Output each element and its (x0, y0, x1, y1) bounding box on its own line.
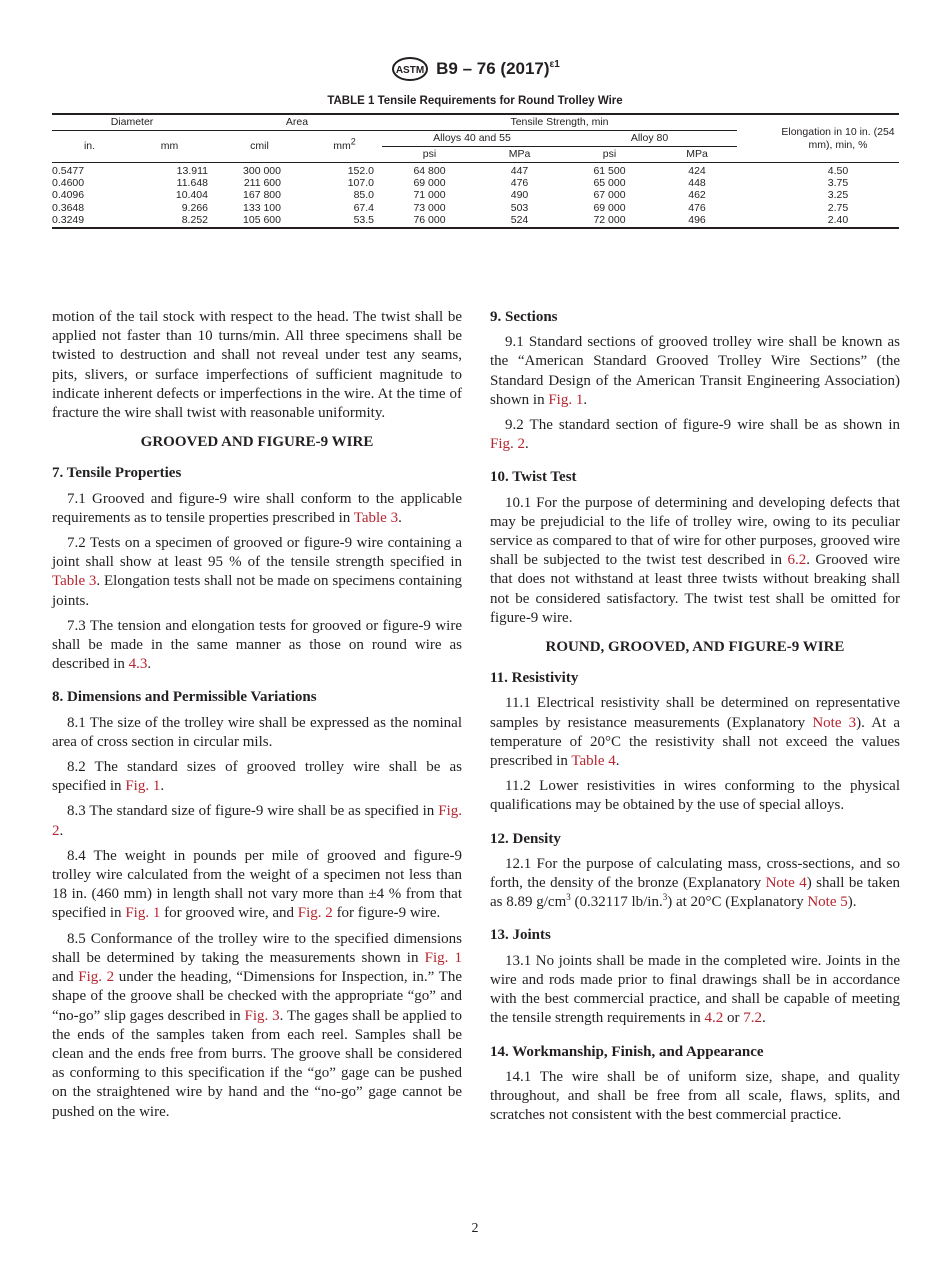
header-diameter: Diameter (52, 114, 212, 131)
section-heading-round-grooved: ROUND, GROOVED, AND FIGURE-9 WIRE (545, 639, 845, 656)
paragraph-8-5: 8.5 Conformance of the trolley wire to the specified dimensions shall be determined by taking the measurements shown in Fig. 1 and Fig. 2 under the heading, “Dimensions for Inspection, in.” The shape of the groove shall be checked with the appropriate “go” and “no-go” slip gages described in Fig. 3. The gages shall be applied to the ends of the samples taken from each reel. Samples shall be clean and the ends free from burrs. The groove shall be considered as conforming to this specification if the “go” gage can be pushed on the straightened wire by hand and the “no-go” gage cannot be pushed on the wire. (52, 930, 463, 1120)
header-cmil: cmil (250, 140, 269, 152)
heading-11-resistivity: 11. Resistivity (490, 670, 579, 687)
epsilon-superscript: ε1 (549, 58, 560, 70)
header-alloy-80: Alloy 80 (562, 131, 737, 147)
link-6-2[interactable]: 6.2 (787, 552, 807, 569)
table-row: 0.5477 13.911 300 000 152.0 64 800 447 61 500 424 4.50 (52, 163, 899, 178)
left-column (52, 308, 462, 1128)
link-fig-2[interactable]: Fig. 2 (490, 436, 526, 453)
heading-13-joints: 13. Joints (490, 927, 551, 944)
header-mm: mm (160, 140, 179, 152)
table-row: 0.3249 8.252 105 600 53.5 76 000 524 72 000 496 2.40 (52, 214, 899, 228)
link-fig-3[interactable]: Fig. 3 (244, 1007, 280, 1024)
tensile-requirements-table (52, 113, 899, 229)
header-mpa: MPa (686, 148, 708, 160)
heading-7-tensile-properties: 7. Tensile Properties (52, 465, 182, 482)
link-note-4[interactable]: Note 4 (765, 875, 807, 892)
paragraph-8-4: 8.4 The weight in pounds per mile of grooved and figure-9 trolley wire calculated from the weight of a specimen not less than 18 in. (460 mm) in length shall not vary more than ±4 % from that specified in Fig. 1 for grooved wire, and Fig. 2 for figure-9 wire. (52, 847, 462, 922)
paragraph-14-1: 14.1 The wire shall be of uniform size, shape, and quality throughout, and shall be free from all scale, flaws, splits, and scratches not consistent with the best commercial practice. (490, 1068, 900, 1124)
paragraph-8-2: 8.2 The standard sizes of grooved trolley wire shall be as specified in Fig. 1. (52, 759, 462, 795)
paragraph-8-3: 8.3 The standard size of figure-9 wire shall be as specified in Fig. 2. (52, 803, 462, 839)
header-tensile-strength: Tensile Strength, min (382, 114, 737, 131)
link-fig-1[interactable]: Fig. 1 (548, 391, 584, 408)
paragraph-intro: motion of the tail stock with respect to the head. The twist shall be applied not faster than 10 turns/min. All three specimens shall be twisted to destruction and shall not reveal under test any seams, pits, slivers, or surface imperfections of sufficient magnitude to indicate inherent defects or imperfections in the wire. At the time of fracture the wire shall twist with reasonable uniformity. (52, 309, 462, 422)
link-table-3[interactable]: Table 3 (52, 573, 97, 590)
header-psi: psi (422, 148, 437, 160)
header-psi: psi (602, 148, 617, 160)
document-header (0, 56, 950, 82)
heading-14-workmanship: 14. Workmanship, Finish, and Appearance (490, 1043, 764, 1060)
paragraph-7-2: 7.2 Tests on a specimen of grooved or figure-9 wire containing a joint shall show at least 95 % of the tensile strength specified in Table 3. Elongation tests shall not be made on specimens containing joints. (52, 535, 462, 609)
paragraph-9-1: 9.1 Standard sections of grooved trolley wire shall be known as the “American Standard Grooved Trolley Wire Sections” (the Standard Design of the American Transit Engineering Association) shown in Fig. 1. (490, 334, 900, 408)
astm-logo-icon (390, 56, 430, 82)
heading-9-sections: 9. Sections (490, 309, 558, 325)
paragraph-11-1: 11.1 Electrical resistivity shall be determined on representative samples by resistance measurements (Explanatory Note 3). At a temperature of 20°C the resistivity shall not exceed the values prescribed in Table 4. (490, 695, 900, 770)
header-elongation: Elongation in 10 in. (254 mm), min, % (737, 114, 899, 163)
paragraph-7-3: 7.3 The tension and elongation tests for grooved or figure-9 wire shall be made in the same manner as those on round wire as described in 4.3. (52, 617, 462, 673)
heading-8-dimensions: 8. Dimensions and Permissible Variations (52, 689, 317, 706)
paragraph-10-1: 10.1 For the purpose of determining and developing defects that may be prejudicial to the life of trolley wire, owing to its peculiar service as compared to that of wire for other purposes, grooved wire shall be subjected to the twist test described in 6.2. Grooved wire that does not withstand at least three twists without breaking shall not be considered satisfactory. The twist test shall be omitted for figure-9 wire. (490, 494, 900, 626)
section-heading-grooved: GROOVED AND FIGURE-9 WIRE (140, 434, 374, 451)
header-mpa: MPa (508, 148, 531, 160)
header-mm2: $mm^2$ (333, 136, 356, 152)
heading-12-density: 12. Density (490, 830, 561, 847)
link-fig-2[interactable]: Fig. 2 (297, 905, 333, 922)
header-alloys-40-55: Alloys 40 and 55 (382, 131, 562, 147)
link-table-4[interactable]: Table 4 (571, 753, 616, 770)
paragraph-13-1: 13.1 No joints shall be made in the completed wire. Joints in the wire and rods made prior to final drawings shall be in accordance with the best commercial practice, and shall be capable of meeting the tensile strength requirements in 4.2 or 7.2. (490, 952, 900, 1027)
link-fig-1[interactable]: Fig. 1 (424, 949, 463, 966)
heading-10-twist-test: 10. Twist Test (490, 469, 577, 486)
paragraph-12-1: 12.1 For the purpose of calculating mass, cross-sections, and so forth, the density of the bronze (Explanatory Note 4) shall be taken as 8.89 $g/cm^3$ (0.32117 lb/in.$^3$) at 20°C (Explanatory Note 5). (490, 855, 900, 911)
link-fig-2[interactable]: Fig. 2 (78, 969, 115, 986)
link-7-2[interactable]: 7.2 (743, 1010, 763, 1027)
paragraph-11-2: 11.2 Lower resistivities in wires conforming to the physical qualifications may be obtained by the use of special alloys. (490, 778, 900, 814)
table-row: 0.4600 11.648 211 600 107.0 69 000 476 65 000 448 3.75 (52, 177, 849, 190)
header-in: in. (83, 140, 96, 152)
header-area: Area (212, 114, 382, 131)
table-row: 0.4096 10.404 167 800 85.0 71 000 490 67 000 462 3.25 (52, 189, 849, 202)
table-row: 0.3648 9.266 133 100 67.4 73 000 503 69 000 476 2.75 (52, 201, 849, 214)
svg-text:ASTM: ASTM (395, 65, 425, 76)
paragraph-9-2: 9.2 The standard section of figure-9 wire shall be as shown in Fig. 2. (490, 417, 900, 453)
link-4-3[interactable]: 4.3 (128, 656, 148, 673)
link-table-3[interactable]: Table 3 (353, 509, 399, 526)
paragraph-7-1: 7.1 Grooved and figure-9 wire shall conform to the applicable requirements as to tensile properties prescribed in Table 3. (52, 490, 462, 526)
right-column (490, 308, 900, 1131)
link-note-3[interactable]: Note 3 (812, 714, 857, 731)
table-title: TABLE 1 Tensile Requirements for Round Trolley Wire (327, 95, 623, 107)
paragraph-8-1: 8.1 The size of the trolley wire shall be expressed as the nominal area of cross section in circular mils. (52, 714, 462, 750)
standard-designation: B9 – 76 (2017) (436, 59, 550, 78)
link-fig-1[interactable]: Fig. 1 (125, 778, 161, 795)
link-4-2[interactable]: 4.2 (704, 1010, 724, 1027)
page-number: 2 (471, 1221, 479, 1236)
link-fig-1[interactable]: Fig. 1 (125, 905, 161, 922)
link-fig-2[interactable]: Fig. 2 (52, 803, 462, 839)
link-note-5[interactable]: Note 5 (807, 894, 848, 911)
